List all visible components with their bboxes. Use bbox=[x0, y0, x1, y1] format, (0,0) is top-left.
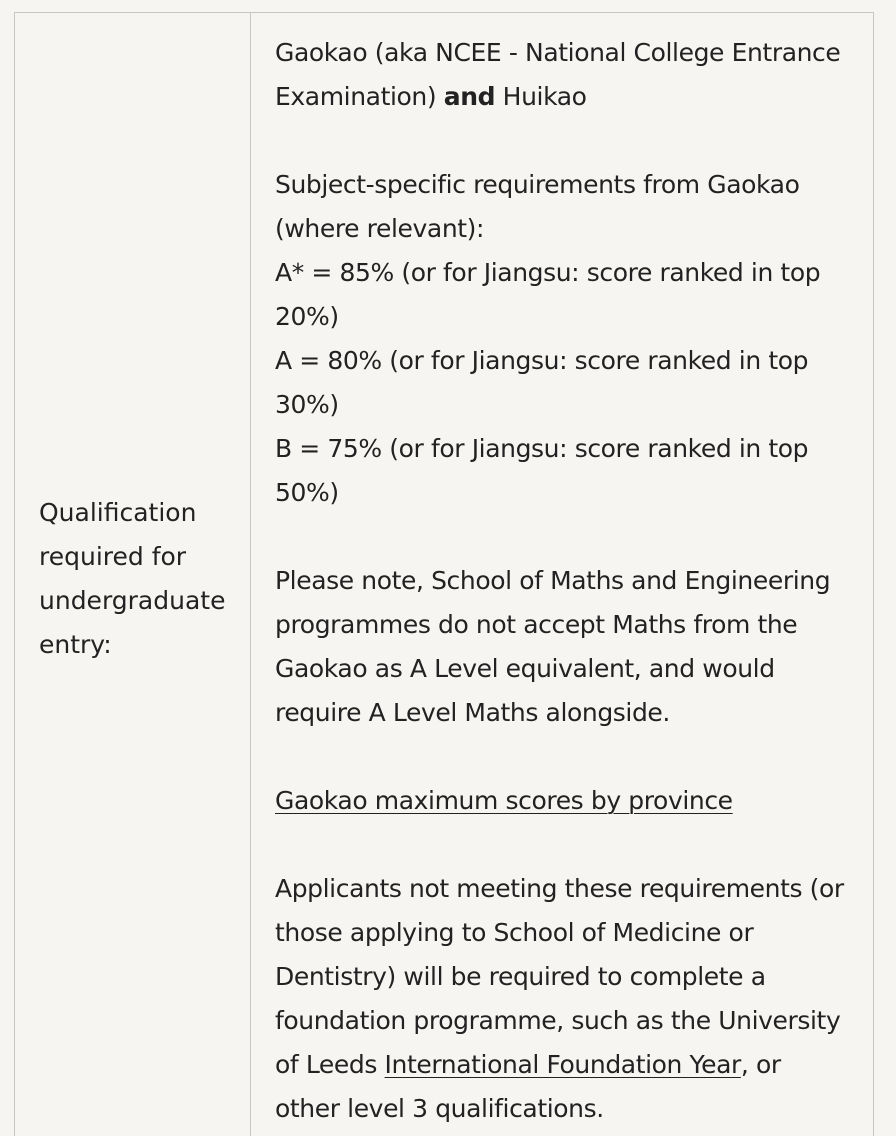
label-cell bbox=[15, 13, 251, 1136]
text-fragment: Examination) bbox=[275, 82, 444, 111]
text-line: Applicants not meeting these requirements (or bbox=[275, 874, 844, 903]
qualification-table bbox=[14, 12, 874, 1136]
label-line: undergraduate bbox=[39, 585, 226, 615]
requirements-paragraph bbox=[275, 163, 873, 515]
qualification-label bbox=[39, 491, 239, 667]
text-line: A = 80% (or for Jiangsu: score ranked in top bbox=[275, 346, 809, 375]
text-line: B = 75% (or for Jiangsu: score ranked in top bbox=[275, 434, 809, 463]
text-line bbox=[275, 75, 873, 119]
label-line: required for bbox=[39, 541, 187, 571]
text-line: other level 3 qualifications. bbox=[275, 1094, 604, 1123]
text-line: require A Level Maths alongside. bbox=[275, 698, 670, 727]
bold-and: and bbox=[443, 82, 496, 111]
text-line: programmes do not accept Maths from the bbox=[275, 610, 798, 639]
text-fragment: , or bbox=[740, 1050, 781, 1079]
value-cell bbox=[251, 13, 873, 1136]
text-line bbox=[275, 1043, 873, 1087]
exam-paragraph bbox=[275, 31, 873, 119]
link-paragraph bbox=[275, 779, 873, 823]
text-line: Dentistry) will be required to complete a bbox=[275, 962, 766, 991]
text-line: Gaokao as A Level equivalent, and would bbox=[275, 654, 775, 683]
foundation-paragraph bbox=[275, 867, 873, 1131]
text-line: 50%) bbox=[275, 478, 339, 507]
international-foundation-year-link[interactable]: International Foundation Year bbox=[384, 1050, 741, 1079]
label-line: Qualification bbox=[39, 497, 197, 527]
text-line: 30%) bbox=[275, 390, 339, 419]
text-line: Please note, School of Maths and Engineering bbox=[275, 566, 831, 595]
text-line: foundation programme, such as the University bbox=[275, 1006, 841, 1035]
text-line: Subject-specific requirements from Gaokao bbox=[275, 170, 800, 199]
text-line: 20%) bbox=[275, 302, 339, 331]
text-fragment: Huikao bbox=[495, 82, 587, 111]
text-line: A* = 85% (or for Jiangsu: score ranked in top bbox=[275, 258, 821, 287]
text-line: (where relevant): bbox=[275, 214, 485, 243]
text-line: those applying to School of Medicine or bbox=[275, 918, 754, 947]
text-fragment: of Leeds bbox=[275, 1050, 385, 1079]
text-line: Gaokao (aka NCEE - National College Entrance bbox=[275, 38, 841, 67]
label-line: entry: bbox=[39, 629, 112, 659]
note-paragraph bbox=[275, 559, 873, 735]
gaokao-max-scores-link[interactable]: Gaokao maximum scores by province bbox=[275, 786, 733, 815]
